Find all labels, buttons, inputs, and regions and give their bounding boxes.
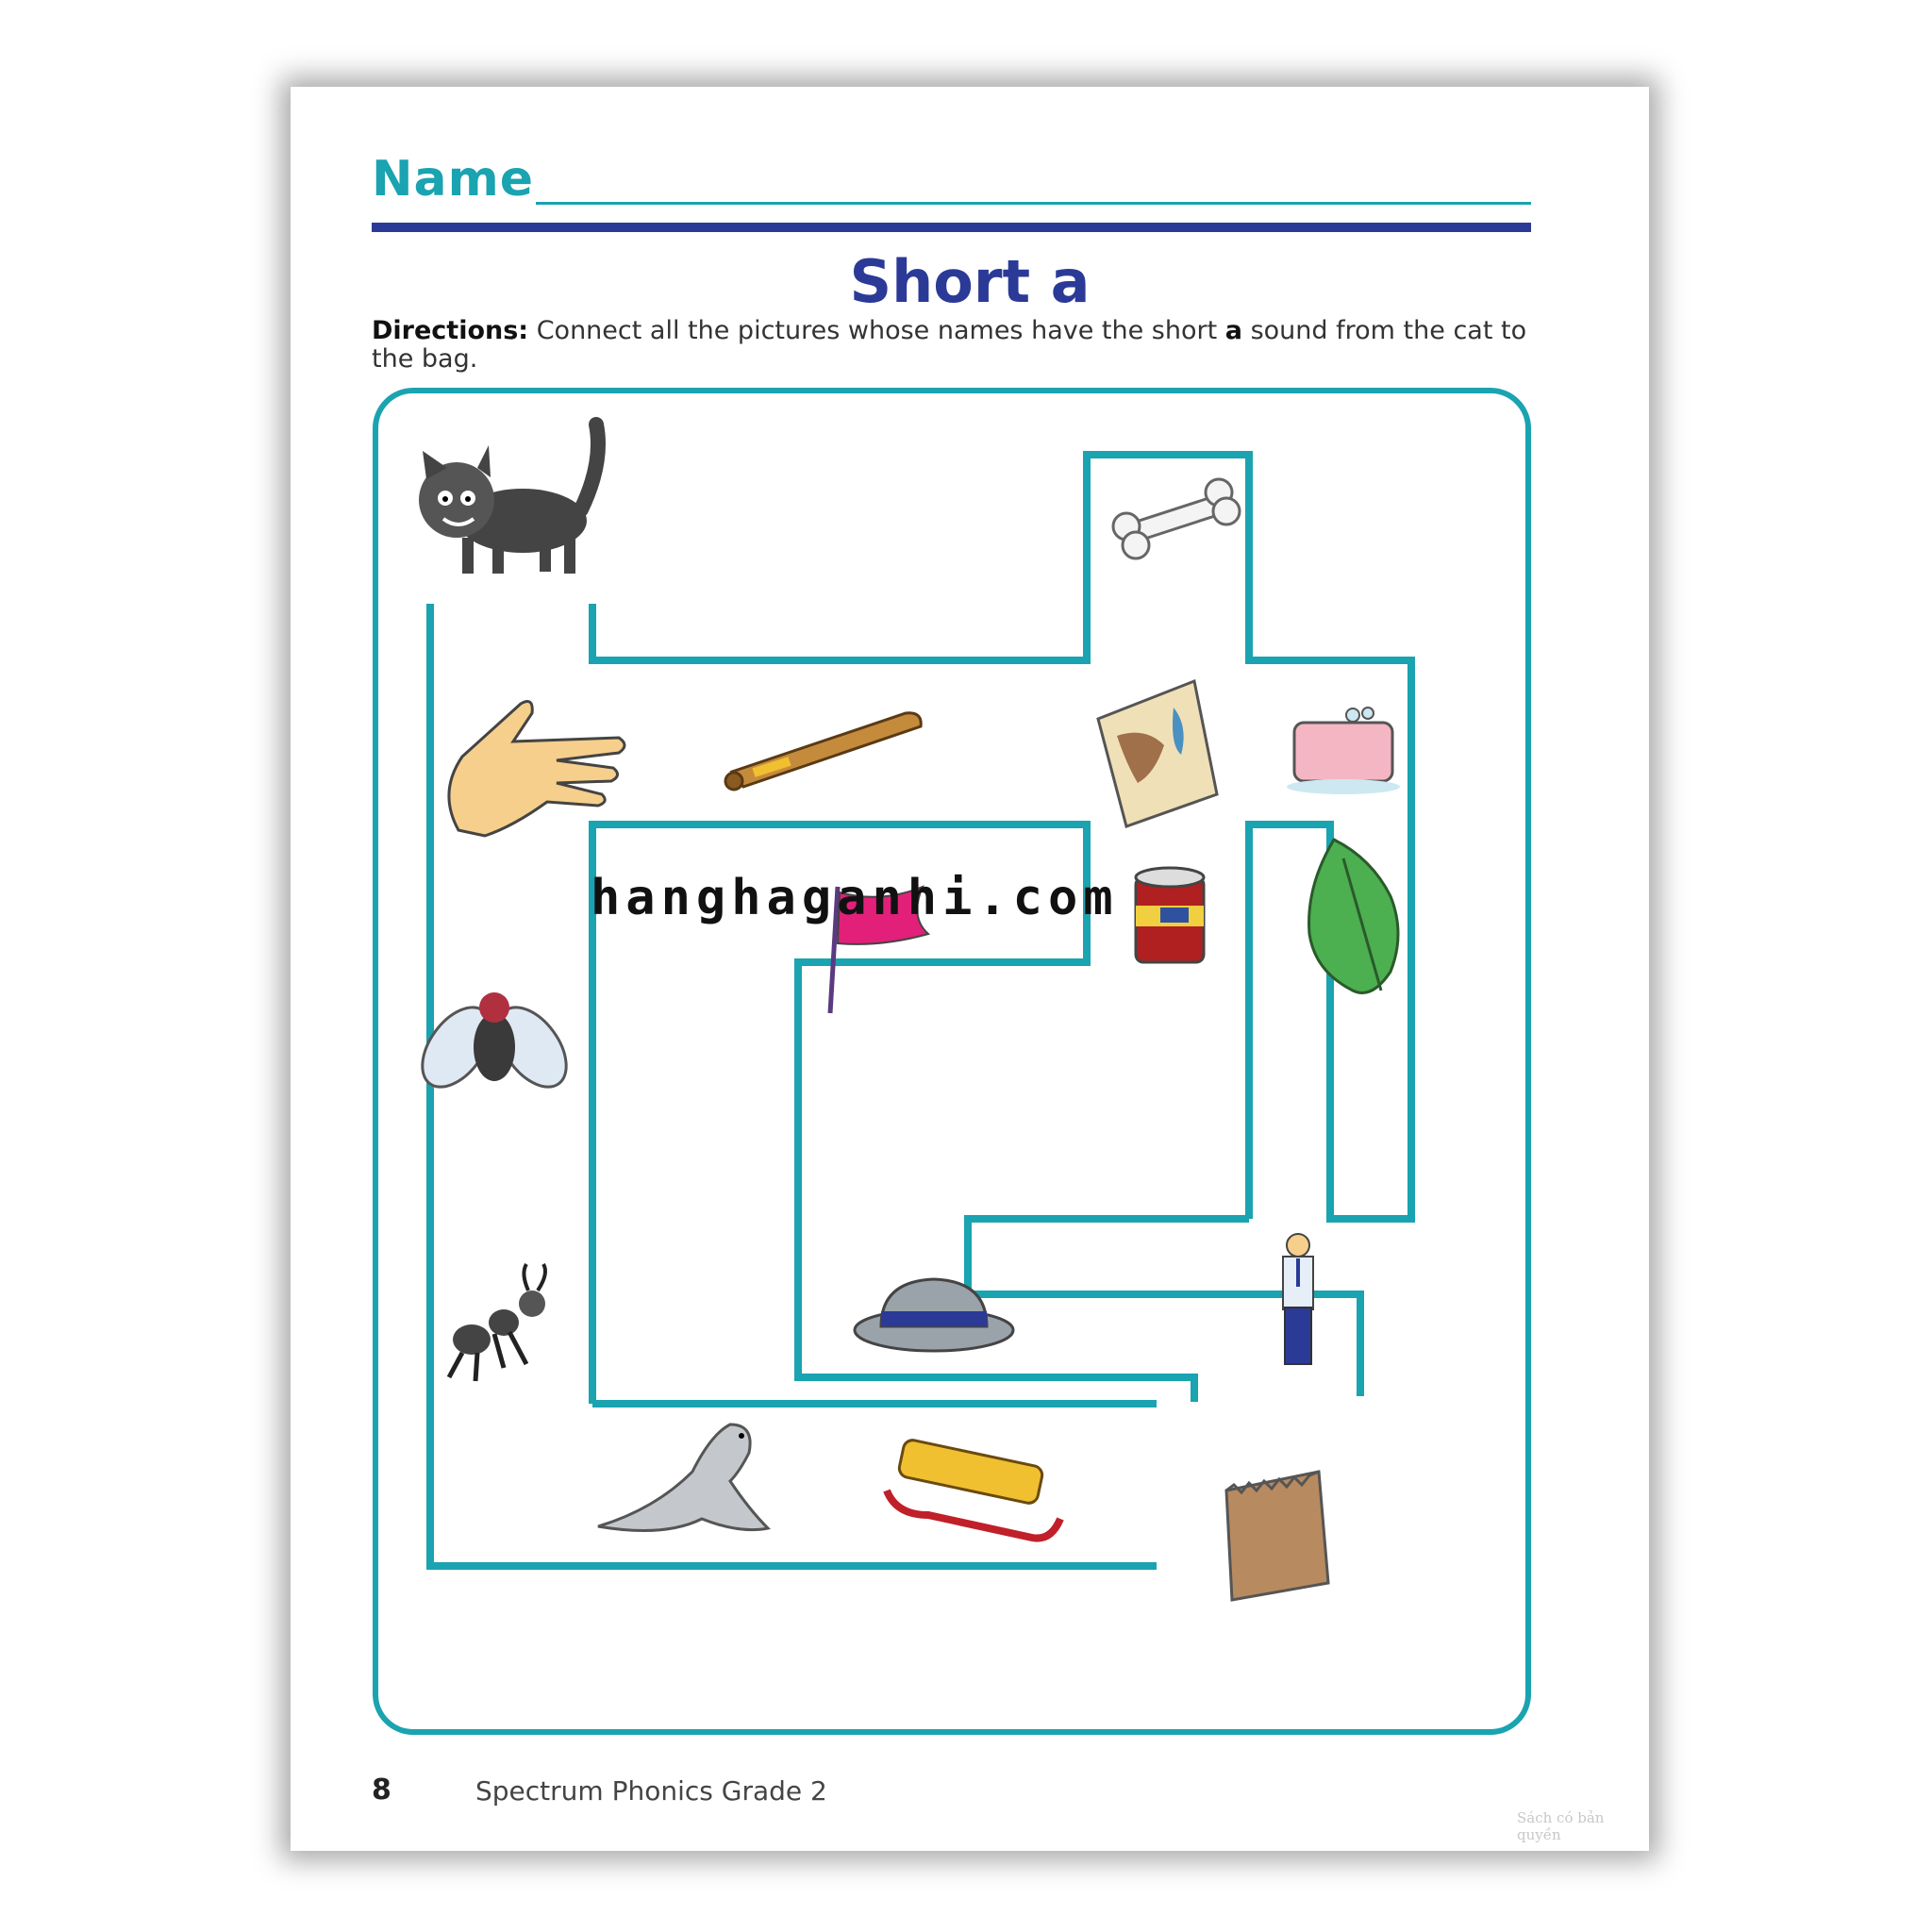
header-rule [372, 223, 1531, 232]
maze [372, 387, 1532, 1736]
directions-letter: a [1224, 316, 1243, 345]
worksheet-page [291, 87, 1649, 1851]
bag-icon [1226, 1472, 1328, 1600]
leaf-icon [1309, 840, 1398, 993]
book-title: Spectrum Phonics Grade 2 [475, 1775, 827, 1807]
hand-icon [449, 702, 625, 836]
sled-icon [887, 1439, 1060, 1539]
page-number: 8 [372, 1774, 391, 1807]
map-icon [1098, 681, 1217, 826]
page-title: Short a [849, 247, 1091, 316]
bat-icon [725, 713, 921, 790]
fly-icon [408, 992, 580, 1099]
directions [372, 317, 1541, 374]
hat-icon [855, 1279, 1013, 1351]
maze-walls [430, 455, 1411, 1566]
soap-icon [1287, 708, 1400, 794]
man-icon [1283, 1234, 1313, 1364]
watermark: hanghaganhi.com [591, 870, 1119, 926]
copyright-note: Sách có bản quyền [1517, 1809, 1605, 1843]
can-icon [1136, 868, 1204, 962]
directions-label: Directions: [372, 316, 529, 345]
directions-text-2: sound from the cat to the bag. [372, 316, 1527, 374]
name-write-line [536, 202, 1531, 205]
name-label: Name [372, 151, 535, 208]
cat-icon [419, 425, 598, 574]
directions-text-1: Connect all the pictures whose names have the short [528, 316, 1225, 345]
seal-icon [598, 1424, 768, 1531]
ant-icon [449, 1264, 545, 1381]
bone-icon [1113, 479, 1240, 558]
